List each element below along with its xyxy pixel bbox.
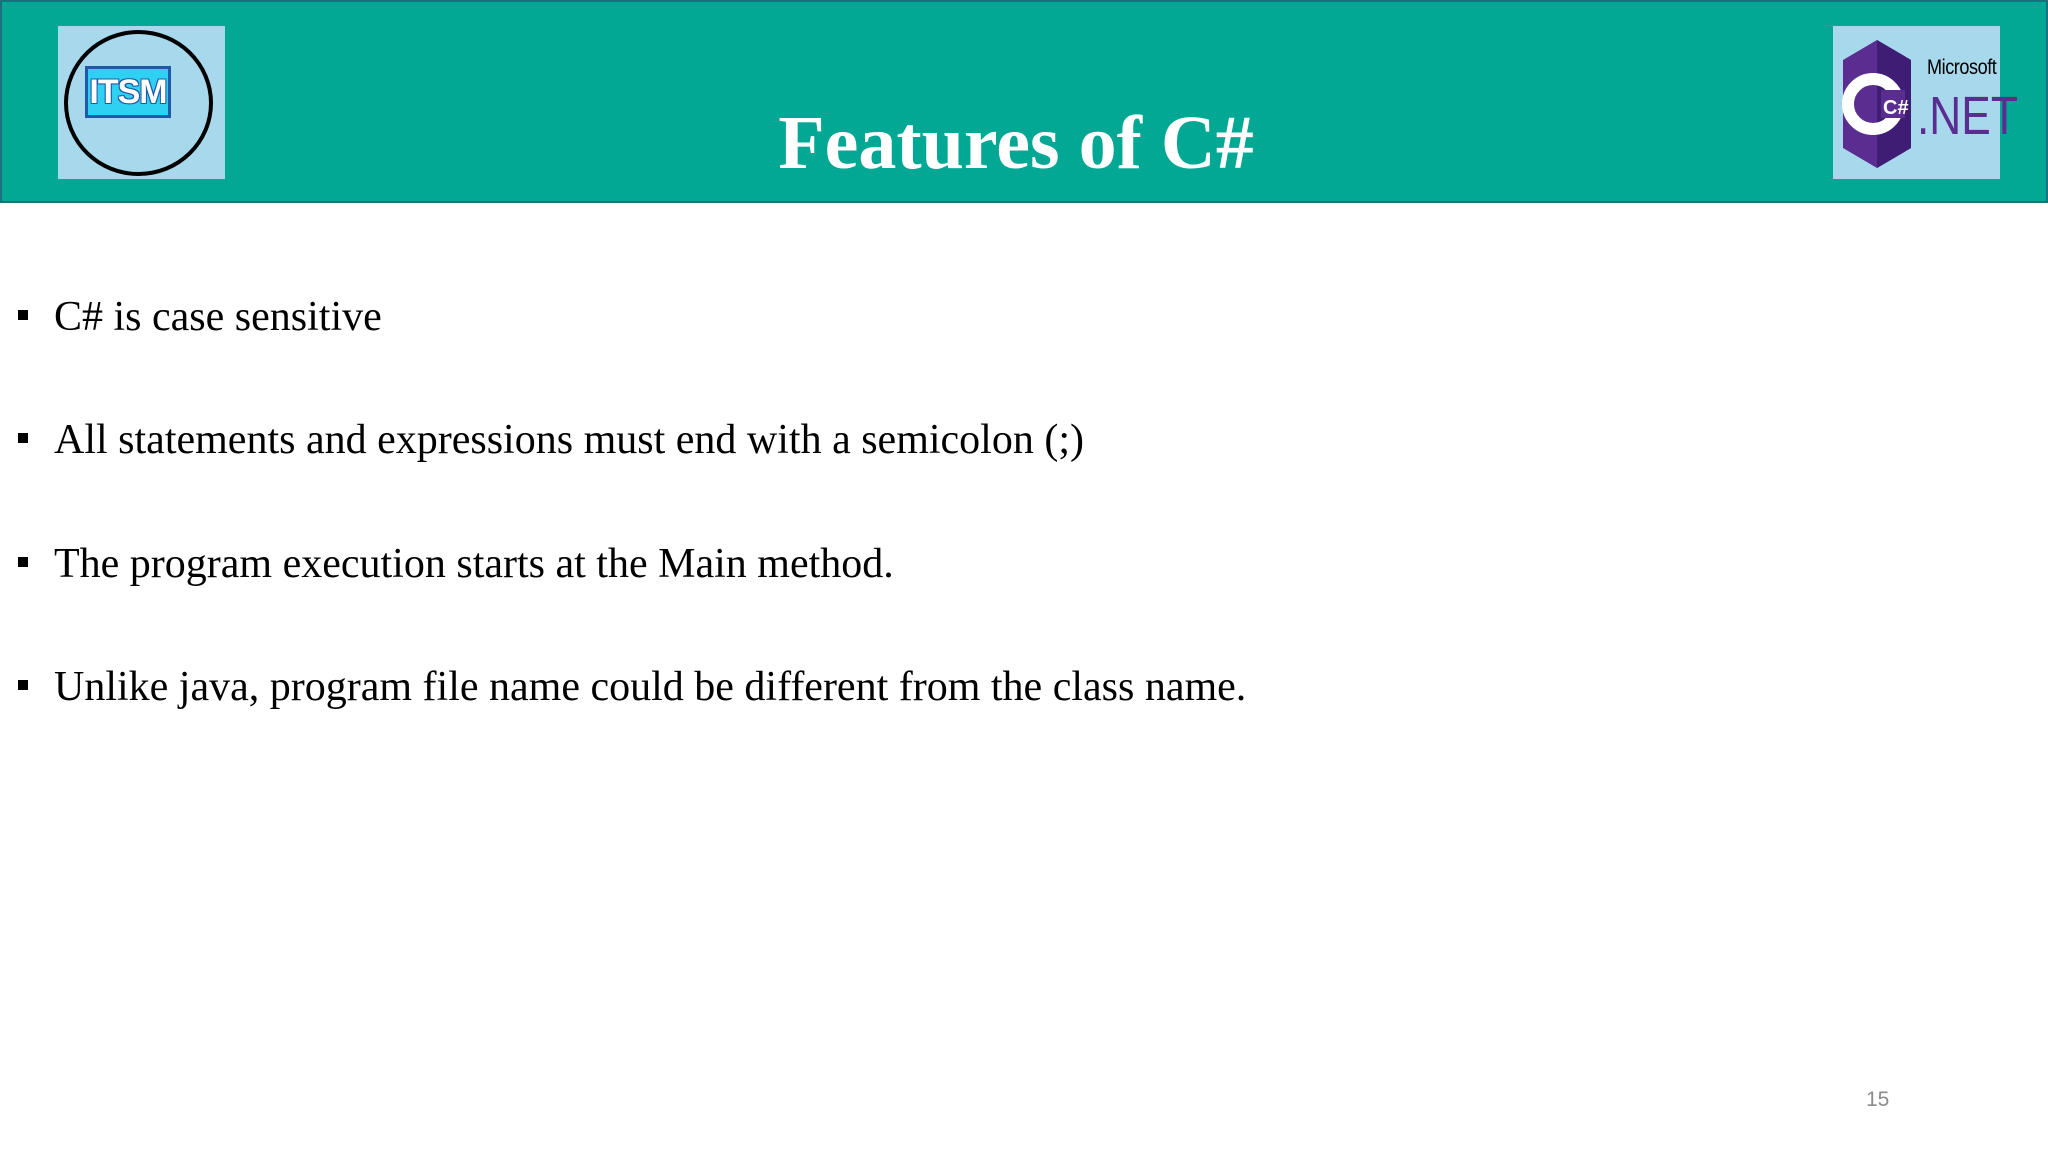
slide-title: Features of C# [778, 101, 1254, 185]
csharp-hexagon-icon [1837, 34, 1917, 174]
slide-header [0, 0, 2048, 203]
bullet-text: Unlike java, program file name could be different from the class name. [54, 664, 1247, 710]
bullet-square-icon [18, 310, 28, 320]
bullet-square-icon [18, 557, 28, 567]
itsm-logo-text: ITSM [85, 66, 171, 118]
csharp-badge-text: C# [1883, 97, 1909, 119]
bullet-text: All statements and expressions must end with a semicolon (;) [54, 417, 1084, 463]
bullet-square-icon [18, 433, 28, 443]
page-number: 15 [1866, 1088, 1890, 1111]
csharp-dotnet-logo-icon [1833, 26, 2018, 179]
bullet-text: C# is case sensitive [54, 294, 382, 340]
bullet-text: The program execution starts at the Main method. [54, 541, 894, 587]
bullet-square-icon [18, 680, 28, 690]
dotnet-label: .NET [1917, 86, 2018, 146]
microsoft-label: Microsoft [1927, 56, 1997, 79]
